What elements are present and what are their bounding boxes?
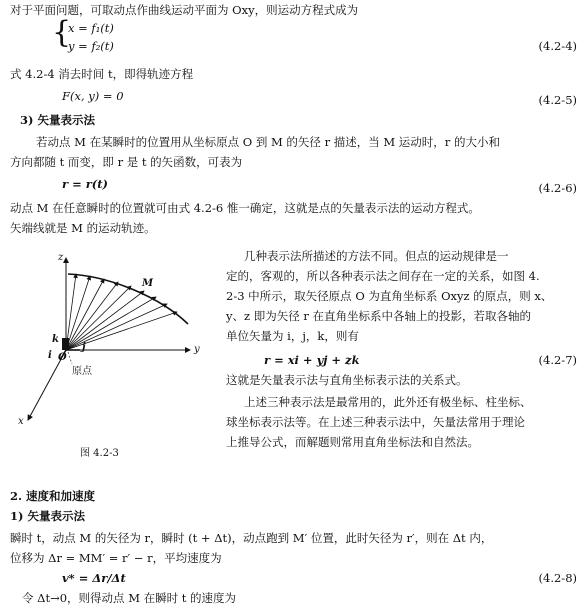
equation-x: x = f₁(t) [68, 21, 114, 35]
label-y: y [194, 344, 200, 355]
right-paragraph-line-4: y、z 即为矢径 r 在直角坐标系中各轴上的投影，若取各轴的 [226, 309, 532, 323]
label-k: k [52, 334, 59, 345]
right-paragraph-line-7: 上述三种表示法是最常用的，此外还有极坐标、柱坐标、 [244, 395, 532, 409]
label-x: x [18, 416, 24, 427]
right-paragraph-line-9: 上推导公式，而解题则常用直角坐标法和自然法。 [226, 435, 479, 449]
label-O: O [58, 352, 67, 363]
paragraph-4: 令 Δt→0，则得动点 M 在瞬时 t 的速度为 [22, 591, 237, 605]
section-heading-velocity: 2. 速度和加速度 [10, 489, 96, 503]
paragraph-3-line-2: 位移为 Δr = MM′ = r′ − r，平均速度为 [10, 551, 222, 565]
paragraph-1-line-2: 方向都随 t 而变，即 r 是 t 的矢函数，可表为 [10, 155, 243, 169]
label-j: j [82, 342, 86, 353]
paragraph-2-line-2: 矢端线就是 M 的运动轨迹。 [10, 221, 156, 235]
equation-vector: r = r(t) [62, 177, 108, 191]
right-paragraph-line-8: 球坐标表示法等。在上述三种表示法中，矢量法常用于理论 [226, 415, 525, 429]
paragraph-3-line-1: 瞬时 t，动点 M 的矢径为 r，瞬时 (t + Δt)，动点跑到 M′ 位置，此时矢径为 r′，则在 Δt 内， [10, 531, 493, 545]
equation-number-5: (4.2-8) [538, 571, 577, 585]
equation-trajectory: F(x, y) = 0 [62, 89, 124, 103]
label-origin: 原点 [72, 366, 92, 377]
trajectory-curve [68, 274, 188, 324]
text-line-2: 式 4.2-4 消去时间 t，即得轨迹方程 [10, 67, 194, 81]
figure-4-2-3 [10, 252, 210, 462]
equation-number-4: (4.2-7) [538, 353, 577, 367]
section-heading-vector: 3) 矢量表示法 [20, 113, 95, 127]
equation-number-2: (4.2-5) [538, 93, 577, 107]
origin-marker [62, 338, 69, 350]
equation-y: y = f₂(t) [68, 39, 114, 53]
equation-average-velocity: v* = Δr/Δt [62, 571, 126, 585]
equation-number-1: (4.2-4) [538, 39, 577, 53]
subsection-heading-vector: 1) 矢量表示法 [10, 509, 85, 523]
paragraph-2-line-1: 动点 M 在任意瞬时的位置就可由式 4.2-6 惟一确定，这就是点的矢量表示法的运动方程式。 [10, 201, 480, 215]
label-i: i [48, 350, 52, 361]
figure-caption: 图 4.2-3 [80, 448, 119, 459]
right-paragraph-line-2: 定的，客观的，所以各种表示法之间存在一定的关系，如图 4. [226, 269, 540, 283]
right-paragraph-line-5: 单位矢量为 i，j，k，则有 [226, 329, 359, 343]
right-paragraph-line-6: 这就是矢量表示法与直角坐标表示法的关系式。 [226, 373, 468, 387]
label-M: M [142, 278, 154, 289]
right-paragraph-line-1: 几种表示法所描述的方法不同。但点的运动规律是一 [244, 249, 509, 263]
equation-brace: { [52, 15, 72, 50]
equation-number-3: (4.2-6) [538, 181, 577, 195]
right-paragraph-line-3: 2-3 中所示，取矢径原点 O 为直角坐标系 Oxyz 的原点，则 x、 [226, 289, 553, 303]
label-z: z [58, 252, 64, 263]
vector-diagram [10, 252, 210, 462]
text-line-1: 对于平面问题，可取动点作曲线运动平面为 Oxy，则运动方程式成为 [10, 3, 359, 17]
paragraph-1-line-1: 若动点 M 在某瞬时的位置用从坐标原点 O 到 M 的矢径 r 描述，当 M 运动时，r 的大小和 [36, 135, 500, 149]
equation-vector-components: r = xi + yj + zk [264, 353, 360, 367]
